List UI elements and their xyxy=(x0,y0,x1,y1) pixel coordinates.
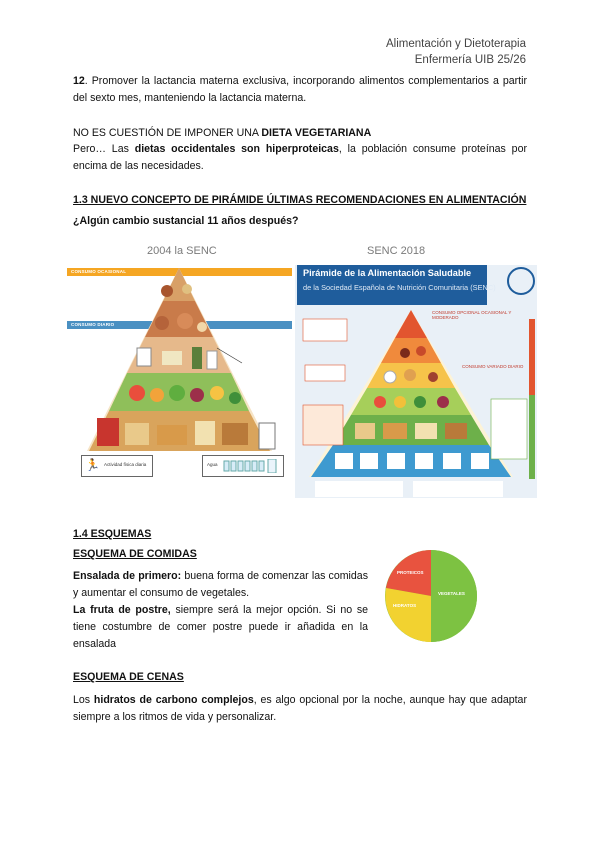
vegetarian-lead: NO ES CUESTIÓN DE IMPONER UNA xyxy=(73,127,262,139)
western-post: , la población consume proteínas por encima de las necesidades. xyxy=(73,143,527,172)
pie-label-hidratos: HIDRATOS xyxy=(393,603,417,608)
pie-slice-hidratos xyxy=(385,588,431,642)
dinner-post: , es algo opcional por la noche, aunque hay que adaptar siempre a los ritmos de vida y personalizar. xyxy=(73,694,527,723)
band-occasional-label: CONSUMO OCASIONAL xyxy=(71,269,127,274)
plate-pie-chart xyxy=(383,548,479,644)
salad-bold: Ensalada de primero: xyxy=(73,570,182,582)
salad-text: buena forma de comenzar las comidas y aumentar el consumo de vegetales. xyxy=(73,570,368,599)
section-1-3-question: ¿Algún cambio sustancial 11 años después? xyxy=(73,215,299,227)
vegetarian-lead-bold: DIETA VEGETARIANA xyxy=(261,127,372,139)
pie-slice-vegetales xyxy=(431,550,477,642)
fruit-bold: La fruta de postre, xyxy=(73,604,171,616)
pyramid-2018-year: SENC 2018 xyxy=(367,245,426,257)
vegetarian-heading xyxy=(73,125,527,142)
dinner-pre: Los xyxy=(73,694,94,706)
pyramid-2004-year: 2004 la SENC xyxy=(147,245,217,257)
western-bold: dietas occidentales son hiperproteicas xyxy=(134,143,339,155)
dinner-bold: hidratos de carbono complejos xyxy=(93,694,254,706)
pyramid-2004-panel xyxy=(67,243,292,498)
header-program: Enfermería UIB 25/26 xyxy=(414,54,526,66)
western-pre: Pero… Las xyxy=(73,143,135,155)
point-12-text: . Promover la lactancia materna exclusiva, incorporando alimentos complementarios a partir del sexto mes, manteniendo la lactancia materna. xyxy=(73,75,527,104)
pyramid-2018-title: Pirámide de la Alimentación Saludable xyxy=(303,268,472,278)
water-glasses-icon xyxy=(223,459,279,473)
point-12-number: 12 xyxy=(73,75,85,87)
water-box xyxy=(202,455,284,477)
pyramid-2018-subtitle: de la Sociedad Española de Nutrición Comunitaria (SENC) xyxy=(303,283,496,292)
salad-paragraph xyxy=(73,568,368,602)
dinner-paragraph xyxy=(73,692,527,726)
water-box-label: Agua xyxy=(207,462,218,467)
meals-scheme-title: ESQUEMA DE COMIDAS xyxy=(73,548,197,560)
section-1-3-title: 1.3 NUEVO CONCEPTO DE PIRÁMIDE ÚLTIMAS RECOMENDACIONES EN ALIMENTACIÓN xyxy=(73,194,527,206)
section-1-4-title: 1.4 ESQUEMAS xyxy=(73,528,152,540)
pyramid-comparison-figure xyxy=(67,243,537,498)
band-optional-label: CONSUMO OPCIONAL OCASIONAL Y MODERADO xyxy=(432,310,512,320)
plate-pie-svg xyxy=(383,548,479,644)
senc-seal-icon xyxy=(507,267,535,295)
pyramid-2018-illustration xyxy=(295,305,537,498)
fruit-text: siempre será la mejor opción. Si no se tiene costumbre de comer postre puede ir añadida en la ensalada xyxy=(73,604,369,650)
point-12-paragraph xyxy=(73,73,527,107)
header-course: Alimentación y Dietoterapia xyxy=(386,38,526,50)
band-daily-label: CONSUMO DIARIO xyxy=(71,322,115,327)
pie-label-proteicos: PROTEICOS xyxy=(397,570,424,575)
band-varied-label: CONSUMO VARIADO DIARIO xyxy=(462,364,524,369)
dinner-scheme-title: ESQUEMA DE CENAS xyxy=(73,671,184,683)
fruit-paragraph xyxy=(73,602,368,653)
running-person-icon: 🏃 xyxy=(85,458,100,472)
activity-box xyxy=(81,455,153,477)
activity-box-label: Actividad física diaria xyxy=(104,462,147,467)
pie-label-vegetales: VEGETALES xyxy=(438,591,465,596)
western-diet-paragraph xyxy=(73,141,527,175)
